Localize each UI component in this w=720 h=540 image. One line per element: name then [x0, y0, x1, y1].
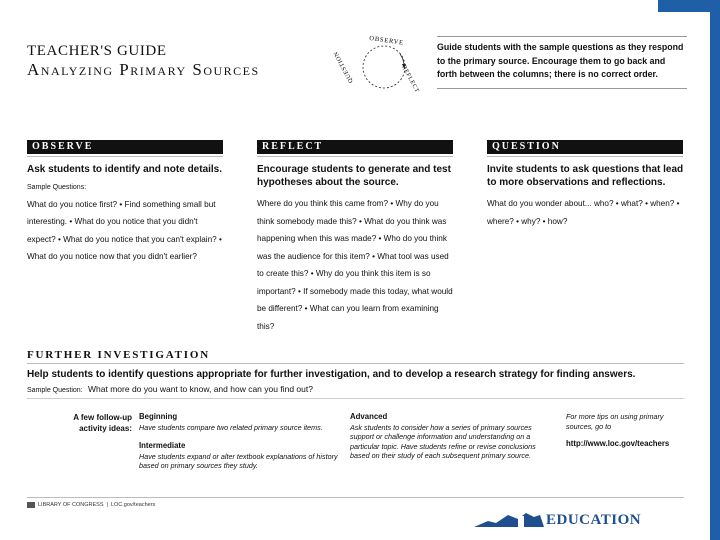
- advanced-activity: [350, 412, 555, 461]
- tips-url-link[interactable]: http://www.loc.gov/teachers: [566, 439, 670, 448]
- advanced-title: Advanced: [350, 412, 388, 421]
- further-sample-question: What more do you want to know, and how can you find out?: [88, 384, 313, 394]
- banner-notch: [518, 516, 524, 527]
- cycle-label-reflect: REFLECT: [400, 64, 420, 95]
- further-divider-2: [27, 398, 684, 399]
- further-lead: Help students to identify questions appropriate for further investigation, and to develop a research strategy for finding answers.: [27, 369, 636, 380]
- cycle-label-observe: OBSERVE: [368, 34, 405, 47]
- beginning-text: Have students compare two related primary source items.: [139, 422, 323, 432]
- beginning-title: Beginning: [139, 412, 178, 421]
- observe-reflect-question-cycle: [333, 30, 426, 102]
- observe-questions: What do you notice first? • Find something small but interesting. • What do you notice that you didn't expect? • What do you notice that you can't explain? • What do you notice now that you didn't earlier?: [27, 199, 222, 261]
- observe-column: [27, 164, 227, 266]
- cycle-arrow-icon: [400, 54, 404, 66]
- top-edge-tab: [658, 0, 710, 12]
- cycle-circle: [363, 46, 405, 88]
- further-sample-label: Sample Question:: [27, 387, 83, 394]
- intro-text: Guide students with the sample questions as they respond to the primary source. Encourage them to go back and forth between the columns; there is no correct order.: [437, 36, 687, 89]
- guide-title-line1: TEACHER'S GUIDE: [27, 43, 167, 59]
- loc-url[interactable]: LOC.gov/teachers: [110, 502, 156, 508]
- question-header: QUESTION: [487, 140, 683, 154]
- further-sample: [27, 384, 313, 394]
- reflect-questions: Where do you think this came from? • Why do you think somebody made this? • What do you think was happening when this was made? • Who do you think was the audience for this item? • What tool was used to create this? • Why do you think this item is so important? • If somebody made this today, what would be different? • What can you learn from examining this?: [257, 199, 453, 331]
- guide-title-line2: Analyzing Primary Sources: [27, 60, 260, 79]
- question-column: [487, 164, 684, 230]
- tips-text: For more tips on using primary sources, go to: [566, 412, 664, 431]
- cycle-label-question: QUESTION: [333, 50, 355, 84]
- right-edge-bar: [710, 0, 720, 540]
- observe-lead: Ask students to identify and note details.: [27, 164, 223, 175]
- question-lead: Invite students to ask questions that lead to more observations and reflections.: [487, 164, 684, 188]
- education-wordmark: EDUCATION: [546, 512, 642, 528]
- advanced-text: Ask students to consider how a series of primary sources support or challenge information and understanding on a particular topic. Have students refine or revise conclusions based on their study of each subsequent primary source.: [350, 422, 536, 460]
- reflect-column: [257, 164, 455, 335]
- question-questions: What do you wonder about... who? • what? • when? • where? • why? • how?: [487, 199, 680, 226]
- observe-sample-label: Sample Questions:: [27, 183, 87, 191]
- mountain-skyline-icon: [474, 513, 544, 527]
- beginning-activity: [139, 412, 339, 432]
- reflect-lead: Encourage students to generate and test hypotheses about the source.: [257, 164, 451, 188]
- followup-label: A few follow-up activity ideas:: [73, 413, 132, 433]
- loc-logo-icon: [27, 502, 35, 508]
- intermediate-activity: [139, 441, 344, 471]
- loc-footer-logo: [27, 502, 155, 508]
- intermediate-title: Intermediate: [139, 441, 186, 450]
- reflect-header: REFLECT: [257, 140, 453, 154]
- observe-header: OBSERVE: [27, 140, 223, 154]
- tips-block: [566, 412, 684, 449]
- loc-name: LIBRARY OF CONGRESS: [38, 502, 104, 508]
- further-investigation-header: FURTHER INVESTIGATION: [27, 349, 210, 361]
- intermediate-text: Have students expand or alter textbook explanations of history based on primary sources they study.: [139, 451, 338, 470]
- further-divider: [27, 363, 684, 364]
- footer-separator: |: [106, 502, 108, 508]
- footer-divider: [27, 497, 684, 498]
